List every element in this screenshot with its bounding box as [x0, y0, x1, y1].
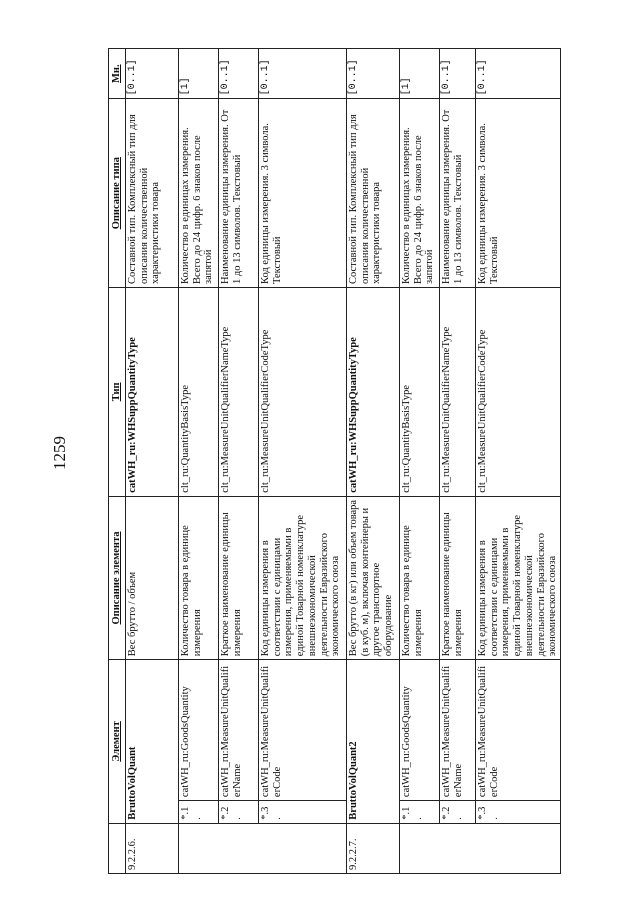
table-row [399, 49, 439, 874]
multiplicity: [0..1] [475, 49, 560, 99]
row-number-empty [258, 823, 346, 873]
element-name: catWH_ru:GoodsQuantity [178, 660, 218, 801]
element-description: Краткое наименование единицы измерения [218, 496, 258, 659]
type-description: Наименование единицы измерения. От 1 до 13 символов. Текстовый [218, 99, 258, 288]
child-marker: *.3. [258, 801, 346, 824]
child-marker: *.2. [439, 801, 475, 824]
spec-table [108, 48, 561, 874]
header-number [109, 823, 126, 873]
child-marker: *.2. [218, 801, 258, 824]
rotated-table-wrapper [108, 48, 559, 874]
type-description: Количество в единицах измерения. Всего до 24 цифр. 6 знаков после запятой [399, 99, 439, 288]
element-name: catWH_ru:MeasureUnitQualifierName [218, 660, 258, 801]
element-type: catWH_ru:WHSuppQuantityType [346, 288, 399, 497]
multiplicity: [1] [178, 49, 218, 99]
type-description: Составной тип. Комплексный тип для описания количественной характеристики товара [125, 99, 178, 288]
element-type: clt_ru:MeasureUnitQualifierCodeType [475, 288, 560, 497]
header-type-description: Описание типа [109, 99, 126, 288]
row-number-empty [218, 823, 258, 873]
table-row [475, 49, 560, 874]
element-name: BruttoVolQuant2 [346, 660, 399, 823]
element-type: clt_ru:MeasureUnitQualifierNameType [439, 288, 475, 497]
element-description: Код единицы измерения в соответствии с единицами измерения, применяемыми в единой Товарной номенклатуре внешнеэкономической деятельности Евразийского экономического союза [475, 496, 560, 659]
table-row [178, 49, 218, 874]
element-description: Количество товара в единице измерения [399, 496, 439, 659]
child-marker: *.1. [399, 801, 439, 824]
element-name: catWH_ru:MeasureUnitQualifierCode [258, 660, 346, 801]
element-description: Количество товара в единице измерения [178, 496, 218, 659]
child-marker: *.3. [475, 801, 560, 824]
row-number: 9.2.2.6. [125, 823, 178, 873]
row-number: 9.2.2.7. [346, 823, 399, 873]
element-type: clt_ru:MeasureUnitQualifierNameType [218, 288, 258, 497]
table-row [439, 49, 475, 874]
element-type: clt_ru:MeasureUnitQualifierCodeType [258, 288, 346, 497]
multiplicity: [0..1] [125, 49, 178, 99]
element-description: Вес брутто (в кг) или объем товара (в куб. м), включая контейнеры и другое транспортное оборудование [346, 496, 399, 659]
element-name: catWH_ru:MeasureUnitQualifierName [439, 660, 475, 801]
element-type: catWH_ru:WHSuppQuantityType [125, 288, 178, 497]
element-description: Краткое наименование единицы измерения [439, 496, 475, 659]
header-element-description: Описание элемента [109, 496, 126, 659]
multiplicity: [0..1] [218, 49, 258, 99]
element-description: Код единицы измерения в соответствии с единицами измерения, применяемыми в единой Товарной номенклатуре внешнеэкономической деятельности Евразийского экономического союза [258, 496, 346, 659]
row-number-empty [439, 823, 475, 873]
header-row [109, 49, 126, 874]
multiplicity: [0..1] [258, 49, 346, 99]
row-number-empty [399, 823, 439, 873]
page-number: 1259 [50, 436, 69, 470]
element-name: catWH_ru:MeasureUnitQualifierCode [475, 660, 560, 801]
type-description: Составной тип. Комплексный тип для описания количественной характеристики товара [346, 99, 399, 288]
header-type: Тип [109, 288, 126, 497]
element-description: Вес брутто / объем [125, 496, 178, 659]
multiplicity: [1] [399, 49, 439, 99]
element-type: clt_ru:QuantityBasisType [399, 288, 439, 497]
multiplicity: [0..1] [346, 49, 399, 99]
header-element: Элемент [109, 660, 126, 823]
table-row [346, 49, 399, 874]
header-multiplicity: Мн. [109, 49, 126, 99]
type-description: Код единицы измерения. 3 символа. Текстовый [475, 99, 560, 288]
table-row [125, 49, 178, 874]
type-description: Количество в единицах измерения. Всего до 24 цифр. 6 знаков после запятой [178, 99, 218, 288]
element-type: clt_ru:QuantityBasisType [178, 288, 218, 497]
child-marker: *.1. [178, 801, 218, 824]
table-row [258, 49, 346, 874]
row-number-empty [475, 823, 560, 873]
type-description: Наименование единицы измерения. От 1 до 13 символов. Текстовый [439, 99, 475, 288]
multiplicity: [0..1] [439, 49, 475, 99]
table-row [218, 49, 258, 874]
type-description: Код единицы измерения. 3 символа. Текстовый [258, 99, 346, 288]
element-name: BruttoVolQuant [125, 660, 178, 823]
element-name: catWH_ru:GoodsQuantity [399, 660, 439, 801]
row-number-empty [178, 823, 218, 873]
